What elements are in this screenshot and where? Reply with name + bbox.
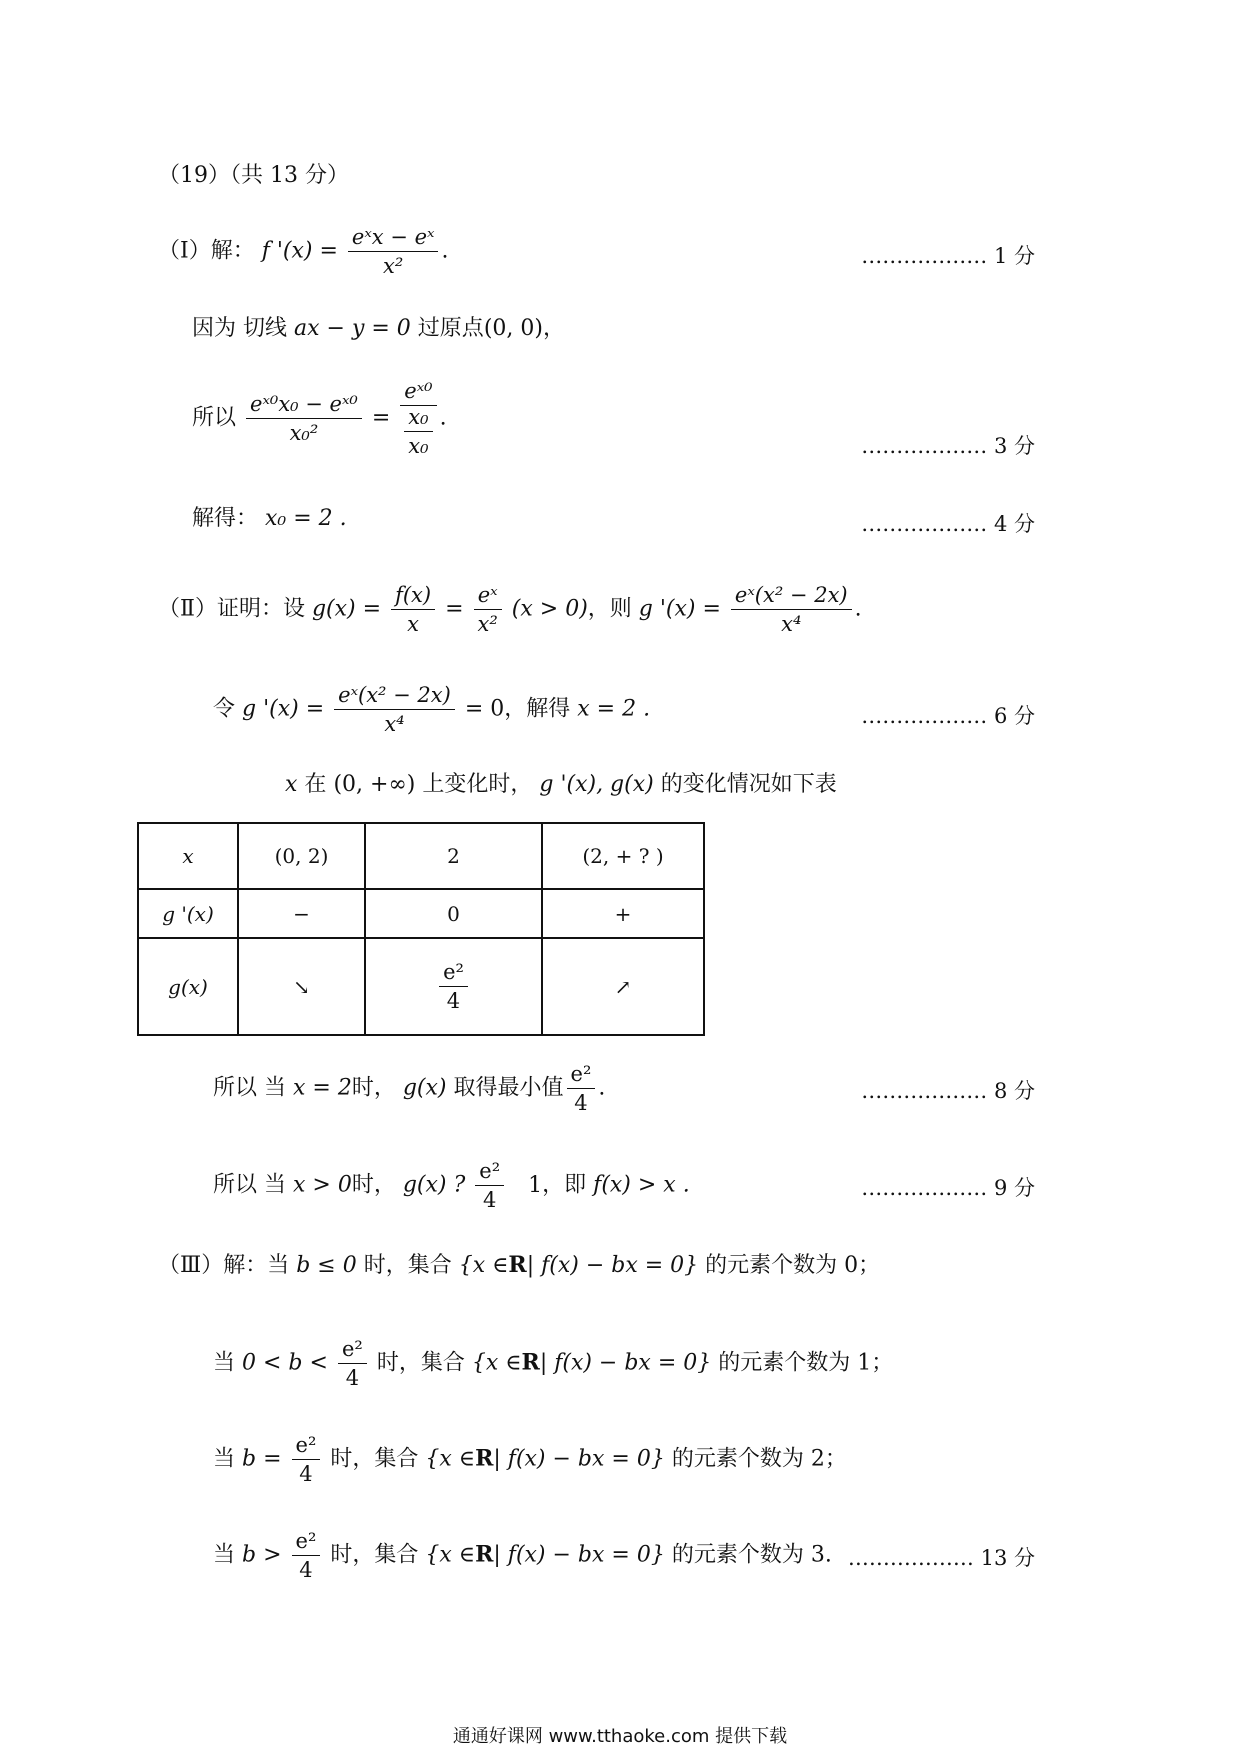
set-R: R [475,1541,494,1568]
table-cell: (0, 2) [238,823,365,889]
conc-f: f(x) > x . [593,1172,690,1198]
table-cell: − [238,889,365,938]
case1-condition: b ≤ 0 [296,1253,357,1278]
part1-derivative-line [158,226,448,277]
case2-prefix: 当 [213,1350,236,1376]
table-row [138,889,704,938]
table-intro-funcs: g '(x), g(x) [539,772,654,797]
g-def-numerator-2: eˣ [474,584,502,610]
let-fraction [334,684,455,735]
tangent-prefix: 因为 切线 [192,316,287,341]
set-R: R [521,1349,540,1376]
derivative-numerator: eˣx − eˣ [348,226,439,252]
table-cell: 0 [365,889,542,938]
case4-text: 时，集合 [330,1542,419,1568]
score-6: ……………… 6 分 [861,704,1035,728]
part3-case1 [158,1254,880,1277]
let-solve: ，解得 [504,696,571,722]
let-label: 令 [213,696,236,722]
score-1: ……………… 1 分 [861,244,1035,268]
so-lhs-numerator: eˣ⁰x₀ − eˣ⁰ [246,393,362,419]
min-fraction [567,1063,596,1114]
min-value-denominator: 4 [446,989,461,1013]
let-x: x = 2 . [577,696,651,722]
table-cell: g(x) [138,938,238,1035]
let-rhs: = 0 [464,696,505,722]
g-def-fraction-1 [391,584,435,635]
table-intro-text2: 上变化时， [422,772,533,797]
set-R: R [475,1445,494,1472]
solve-label: 解得： [192,506,259,531]
score-13: ……………… 13 分 [847,1546,1035,1570]
case4-condition: b > [242,1542,282,1568]
g-domain: (x > 0) [511,596,588,622]
let-numerator: eˣ(x² − 2x) [334,684,455,710]
table-intro-text: 在 [304,772,327,797]
score-3: ……………… 3 分 [861,434,1035,458]
min-prefix: 所以 当 [213,1075,286,1101]
derivative-fraction [348,226,439,277]
case2-condition: 0 < b < [242,1350,328,1376]
min-g: g(x) [402,1075,447,1101]
part3-case4 [213,1530,832,1581]
conclusion-line [213,1160,690,1211]
conc-text2: ，即 [542,1172,587,1198]
problem-header: （19）（共 13 分） [158,163,349,188]
set-open: {x ∈ [425,1542,476,1568]
conc-x: x > 0 [293,1172,352,1198]
gprime-denominator: x⁴ [781,612,802,637]
case4-fraction [292,1530,321,1581]
conc-denominator: 4 [483,1188,497,1213]
set-open: {x ∈ [425,1446,476,1472]
score-4: ……………… 4 分 [861,512,1035,536]
so-rhs-top: eˣ⁰ [400,380,436,406]
part3-case3 [213,1434,847,1485]
table-intro-interval: (0, +∞) [333,772,416,797]
derivative-denominator: x² [383,254,404,279]
case3-numerator: e² [292,1434,321,1460]
so-label: 所以 [192,405,237,431]
so-lhs-fraction [246,393,362,444]
so-rhs-denominator: x₀ [408,434,429,459]
conc-numerator: e² [475,1160,504,1186]
conc-one: 1 [528,1172,543,1198]
period: . [441,238,449,264]
set-open: {x ∈ [471,1350,522,1376]
so-equation-line: 所以 $\frac{\text{eˣ⁰x₀ − eˣ⁰}}{\text{x₀²}}$ = eˣ⁰ x₀ x₀ . [192,379,447,459]
g-def-fraction-2 [474,584,502,635]
tangent-line [192,318,565,340]
part3-case2 [213,1338,893,1389]
tangent-suffix: 过原点 [417,316,484,341]
table-cell: + [542,889,704,938]
table-intro-x: x [285,772,298,797]
case2-numerator: e² [338,1338,367,1364]
set-close: | f(x) − bx = 0} [526,1253,699,1278]
table-cell: g '(x) [138,889,238,938]
min-text: 时， [351,1075,396,1101]
case1-text: 时，集合 [363,1253,452,1278]
min-x: x = 2 [293,1075,352,1101]
min-denominator: 4 [574,1091,588,1116]
score-9: ……………… 9 分 [861,1176,1035,1200]
case3-prefix: 当 [213,1446,236,1472]
table-row [138,938,704,1035]
min-line: 所以 当 x = 2时， g(x) 取得最小值 $\frac{\text{e²}}{4}$ . [213,1062,606,1116]
set-close: | f(x) − bx = 0} [493,1446,665,1472]
g-def-numerator-1: f(x) [391,584,435,610]
table-intro [285,774,837,796]
conc-text: 时， [351,1172,396,1198]
table-cell: 2 [365,823,542,889]
decreasing-arrow-icon: ↘ [238,938,365,1035]
min-value-fraction [439,961,468,1012]
let-line [213,684,650,735]
case4-numerator: e² [292,1530,321,1556]
case2-denominator: 4 [345,1366,360,1391]
case2-result: 的元素个数为 1； [718,1350,894,1376]
gprime-numerator: eˣ(x² − 2x) [731,584,852,610]
part2-definition-line: （Ⅱ）证明：设 g(x) = $\frac{f(x)}{x}$ = $\frac{\text{eˣ}}{\text{x²}}$ (x > 0)，则 g '(x) = $\frac{\text{eˣ(x² − 2x)}}{\text{x⁴}}$ . [158,583,862,637]
part1-label: （Ⅰ）解： [158,238,255,264]
set-open: {x ∈ [458,1253,509,1278]
g-def-denominator-1: x [407,612,419,637]
then-text: ，则 [587,596,632,622]
g-def-denominator-2: x² [477,612,498,637]
case2-fraction [338,1338,367,1389]
increasing-arrow-icon: ↗ [542,938,704,1035]
table-cell: x [138,823,238,889]
table-cell [365,938,542,1035]
set-close: | f(x) − bx = 0} [493,1542,665,1568]
case4-result: 的元素个数为 3. [671,1542,832,1568]
part2-label: （Ⅱ）证明：设 [158,596,305,622]
min-value-numerator: e² [439,961,468,987]
case3-condition: b = [242,1446,282,1472]
tangent-expression: ax − y = 0 [294,316,411,341]
so-rhs-mid: x₀ [404,406,432,432]
so-lhs-denominator: x₀² [289,421,319,446]
min-text2: 取得最小值 [453,1075,564,1101]
let-lhs: g '(x) = [242,696,325,722]
solve-line [192,508,347,530]
so-rhs-fraction [400,380,436,457]
table-cell: (2, + ? ) [542,823,704,889]
conc-g: g(x) ? [402,1172,466,1198]
min-numerator: e² [567,1063,596,1089]
table-intro-text3: 的变化情况如下表 [660,772,837,797]
table-row [138,823,704,889]
case3-text: 时，集合 [330,1446,419,1472]
case4-prefix: 当 [213,1542,236,1568]
conc-prefix: 所以 当 [213,1172,286,1198]
footer-credit: 通通好课网 www.tthaoke.com 提供下载 [452,1726,788,1747]
set-close: | f(x) − bx = 0} [539,1350,712,1376]
variation-table [137,822,705,1036]
part3-label: （Ⅲ）解：当 [158,1253,290,1278]
conc-fraction [475,1160,504,1211]
comma: ， [542,316,565,341]
let-denominator: x⁴ [384,712,405,737]
gprime-fraction [731,584,852,635]
case2-text: 时，集合 [376,1350,465,1376]
case3-result: 的元素个数为 2； [671,1446,847,1472]
case1-result: 的元素个数为 0； [705,1253,881,1278]
case3-fraction [292,1434,321,1485]
set-R: R [508,1252,527,1278]
solve-expression: x₀ = 2 . [265,506,347,531]
g-def-lhs: g(x) = [311,596,382,622]
origin: (0, 0) [483,316,543,341]
case4-denominator: 4 [299,1558,313,1583]
gprime-lhs: g '(x) = [638,596,721,622]
case3-denominator: 4 [299,1462,313,1487]
score-8: ……………… 8 分 [861,1079,1035,1103]
derivative-lhs: f '(x) = [261,238,338,264]
